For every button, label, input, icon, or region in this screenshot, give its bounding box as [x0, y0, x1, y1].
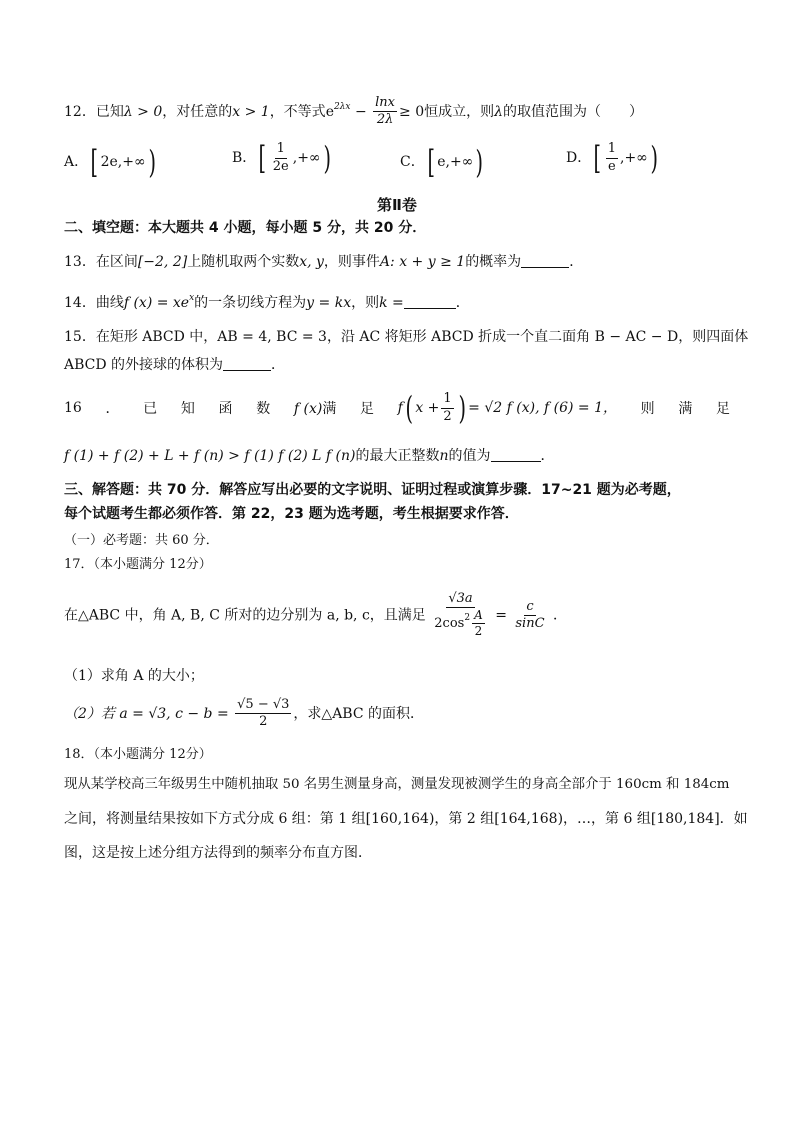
- question-16-line-2: [64, 447, 555, 466]
- question-18-line-1: 现从某学校高三年级男生中随机抽取 50 名男生测量身高，测量发现被测学生的身高全部介于 160cm 和 184cm: [64, 777, 730, 792]
- choice-label: D．: [566, 150, 592, 166]
- text: 满: [322, 401, 337, 417]
- left-bracket: [: [90, 143, 99, 181]
- text: 13．在区间: [64, 254, 138, 270]
- text: ．: [455, 295, 470, 311]
- text: ．: [540, 448, 555, 464]
- right-paren: ): [650, 139, 658, 177]
- text: ．: [271, 357, 286, 373]
- math: λ: [494, 103, 503, 120]
- choice-label: A．: [64, 154, 89, 170]
- text: 足: [359, 401, 374, 417]
- denominator: sinC: [515, 615, 545, 631]
- fraction: [432, 592, 488, 639]
- math: f: [397, 400, 403, 416]
- denominator: 2λ: [376, 112, 394, 128]
- right-paren: ): [148, 143, 156, 181]
- right-paren: ): [475, 143, 484, 181]
- text: 已: [143, 401, 158, 417]
- math: k =: [379, 295, 404, 311]
- math-superscript: 2λx: [333, 101, 351, 112]
- math: A: x + y ≥ 1: [379, 254, 466, 270]
- text: 则: [640, 401, 655, 417]
- fraction: [271, 142, 291, 174]
- fraction: [472, 609, 485, 638]
- fraction: [373, 96, 397, 128]
- left-bracket: [: [593, 139, 602, 177]
- text: 恒成立，则: [424, 103, 495, 120]
- question-15-line-2: [64, 356, 285, 375]
- right-paren: ): [323, 139, 331, 177]
- math-superscript: 2: [464, 613, 471, 624]
- question-18-line-3: 图，这是按上述分组方法得到的频率分布直方图．: [64, 845, 372, 861]
- section-heading-answer: 三、解答题：共 70 分．解答应写出必要的文字说明、证明过程或演算步骤．17~21 题为必考题，: [64, 482, 681, 498]
- math: x +: [415, 400, 440, 416]
- left-bracket: [: [427, 143, 435, 181]
- text: ．: [569, 254, 584, 270]
- answer-blank[interactable]: [521, 253, 569, 268]
- text: 数: [256, 401, 271, 417]
- question-17-part-1: （1）求角 A 的大小；: [64, 668, 204, 684]
- choice-content: 2e,+∞: [100, 154, 146, 170]
- left-paren: (: [405, 389, 413, 427]
- right-paren: ): [458, 389, 466, 427]
- math: ≥ 0: [399, 103, 425, 120]
- numerator: 1: [441, 392, 453, 408]
- numerator: 1: [275, 142, 287, 158]
- math-superscript: x: [189, 293, 195, 303]
- fraction: [235, 698, 291, 730]
- text: 上随机取两个实数: [187, 254, 300, 270]
- answer-blank[interactable]: [223, 356, 271, 371]
- question-number: 16: [64, 400, 82, 416]
- question-number: 12．: [64, 103, 96, 120]
- text: 14．曲线: [64, 295, 124, 311]
- choice-content: e,+∞: [437, 154, 474, 170]
- question-17-title: 17．（本小题满分 12分）: [64, 557, 212, 572]
- text: ，求△ABC 的面积．: [293, 705, 425, 722]
- denominator: [432, 608, 488, 638]
- choice-label: C．: [400, 154, 425, 170]
- numerator: A: [472, 609, 485, 624]
- text: ，不等式: [269, 103, 326, 120]
- text: ．: [552, 607, 567, 624]
- text: ，对任意的: [162, 103, 233, 120]
- math: f (x) = xe: [123, 295, 190, 311]
- left-bracket: [: [258, 139, 267, 177]
- text: 的最大正整数: [355, 448, 440, 464]
- section-heading-answer-2: 每个试题考生都必须作答．第 22，23 题为选考题，考生根据要求作答．: [64, 506, 519, 522]
- answer-blank[interactable]: [404, 294, 456, 309]
- question-18-line-2: 之间，将测量结果按如下方式分成 6 组：第 1 组[160,164)，第 2 组[164,168)，…，第 6 组[180,184]．如: [64, 811, 748, 827]
- numerator: 1: [606, 142, 618, 158]
- math: 2cos: [434, 616, 465, 632]
- question-15-line-1: 15．在矩形 ABCD 中，AB = 4, BC = 3，沿 AC 将矩形 ABCD 折成一个直二面角 B − AC − D，则四面体: [64, 329, 749, 345]
- math: λ > 0: [123, 103, 163, 120]
- math: = √2 f (x), f (6) = 1，: [468, 400, 617, 416]
- text: ，则事件: [323, 254, 380, 270]
- answer-blank[interactable]: [491, 447, 541, 462]
- text: ，则: [351, 295, 380, 311]
- math: y = kx: [306, 295, 352, 311]
- math: −: [354, 103, 367, 120]
- denominator: 2: [259, 714, 268, 730]
- choice-label: B．: [232, 150, 257, 166]
- question-17-stem: [64, 592, 567, 639]
- numerator: lnx: [373, 96, 397, 112]
- text: 的一条切线方程为: [194, 295, 307, 311]
- denominator: 2: [443, 408, 452, 424]
- text: 满: [678, 401, 693, 417]
- numerator: √5 − √3: [235, 698, 291, 714]
- question-17-part-2: [64, 698, 424, 730]
- text: ABCD 的外接球的体积为: [64, 357, 224, 373]
- question-12: [64, 96, 643, 128]
- denominator: e: [608, 158, 616, 174]
- numerator: c: [524, 600, 535, 616]
- math: f (1) + f (2) + L + f (n) > f (1) f (2) L f (n): [64, 448, 356, 464]
- math: x, y: [299, 254, 324, 270]
- text: 知: [180, 401, 195, 417]
- choice-content: ,+∞: [620, 150, 648, 166]
- text: 已知: [95, 103, 124, 120]
- required-heading: （一）必考题：共 60 分．: [64, 533, 219, 548]
- math: [−2, 2]: [137, 254, 188, 270]
- choice-b: [232, 139, 333, 177]
- fraction: [606, 142, 618, 174]
- question-14: [64, 293, 470, 313]
- question-16-line-1: [64, 388, 730, 428]
- denominator: 2e: [272, 158, 289, 174]
- math: f (x): [293, 401, 323, 417]
- choice-d: [566, 139, 660, 177]
- question-13: [64, 253, 583, 272]
- text: 函: [218, 401, 233, 417]
- text: 的取值范围为（ ）: [502, 103, 643, 120]
- math: n: [439, 448, 449, 464]
- math: x > 1: [232, 103, 270, 120]
- denominator: 2: [474, 624, 483, 639]
- section-title: 第Ⅱ卷: [377, 196, 417, 214]
- numerator: √3a: [446, 592, 474, 608]
- text: ．: [105, 401, 120, 417]
- choice-a: [64, 143, 158, 181]
- choice-content: ,+∞: [292, 150, 321, 166]
- section-heading-fill: 二、填空题：本大题共 4 小题，每小题 5 分，共 20 分．: [64, 220, 427, 236]
- fraction: [441, 392, 453, 424]
- question-18-title: 18．（本小题满分 12分）: [64, 747, 212, 762]
- text: 的概率为: [465, 254, 522, 270]
- fraction: [513, 600, 546, 632]
- math-expression: [397, 389, 617, 427]
- choice-c: [400, 143, 486, 181]
- text: 的值为: [448, 448, 491, 464]
- math: （2）若 a = √3, c − b =: [64, 705, 229, 722]
- math: =: [495, 607, 507, 624]
- math: e: [325, 103, 334, 120]
- text: 在△ABC 中，角 A, B, C 所对的边分别为 a, b, c，且满足: [64, 607, 426, 624]
- text: 足: [716, 401, 730, 417]
